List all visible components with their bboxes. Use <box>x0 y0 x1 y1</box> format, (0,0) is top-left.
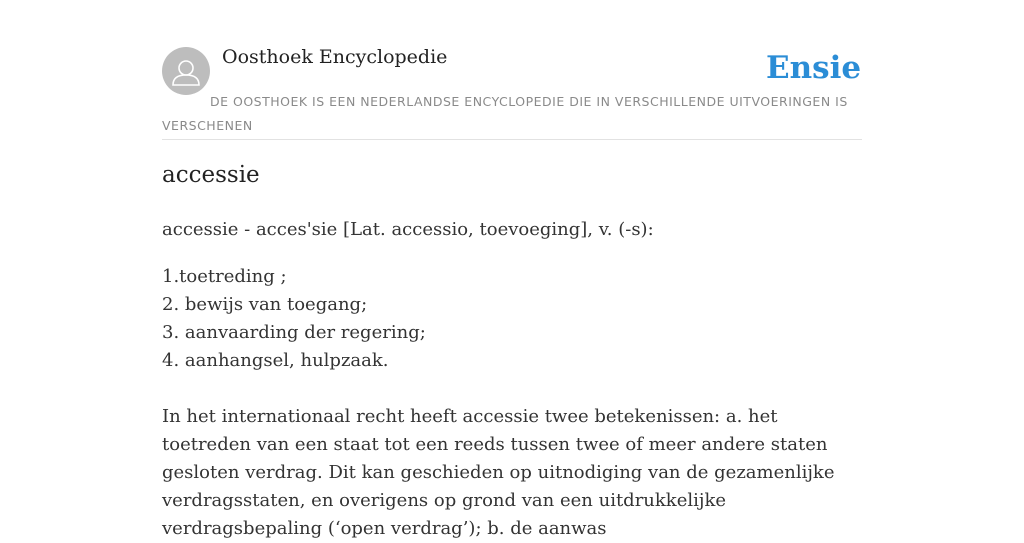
brand-logo[interactable]: Ensie <box>766 50 862 86</box>
header-divider <box>162 139 862 140</box>
site-tagline: DE OOSTHOEK IS EEN NEDERLANDSE ENCYCLOPEDIE DIE IN VERSCHILLENDE UITVOERINGEN IS VERSCHENEN <box>162 94 848 133</box>
meanings-list <box>162 263 426 375</box>
article-title: accessie <box>162 162 260 188</box>
meaning-item: 1.toetreding ; <box>162 266 287 287</box>
meaning-item: 3. aanvaarding der regering; <box>162 322 426 343</box>
meaning-item: 2. bewijs van toegang; <box>162 294 368 315</box>
avatar[interactable] <box>162 47 210 95</box>
article-definition: accessie - acces'sie [Lat. accessio, toevoeging], v. (-s): <box>162 219 654 240</box>
user-silhouette-icon <box>162 47 210 95</box>
article-body: In het internationaal recht heeft accessie twee betekenissen: a. het toetreden van een staat tot een reeds tussen twee of meer andere staten gesloten verdrag. Dit kan geschieden op uitnodiging van de gezamenlijke verdragsstaten, en overigens op grond van een uitdrukkelijke verdragsbepaling (‘open verdrag’); b. de aanwas <box>162 406 835 539</box>
site-name[interactable]: Oosthoek Encyclopedie <box>222 46 448 68</box>
meaning-item: 4. aanhangsel, hulpzaak. <box>162 350 389 371</box>
